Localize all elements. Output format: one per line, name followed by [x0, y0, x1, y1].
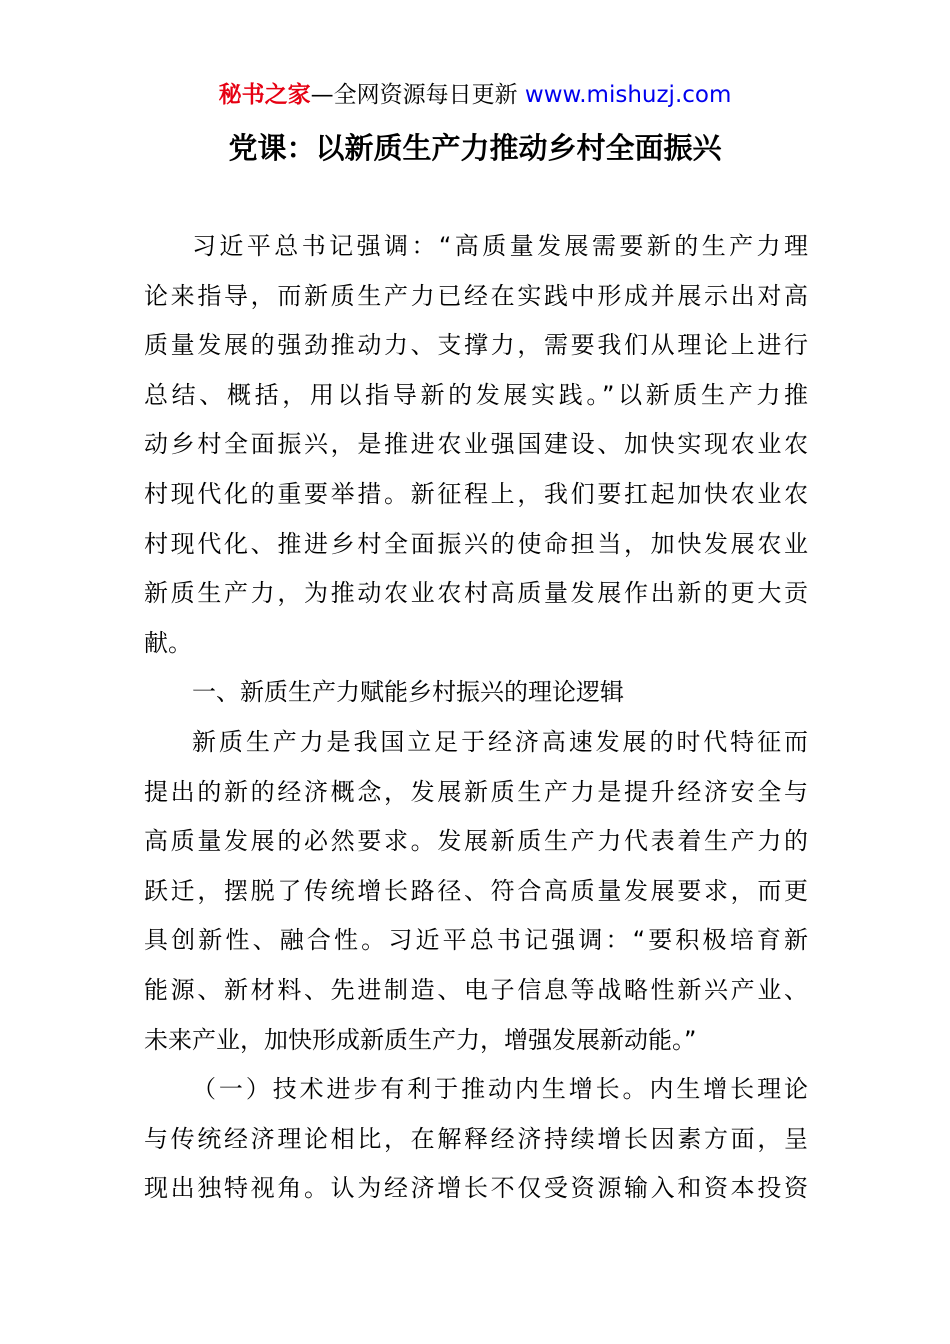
- document-body: [144, 222, 808, 1214]
- subsection-paragraph-line: （一）技术进步有利于推动内生增长。内生增长理论: [192, 1075, 808, 1104]
- paragraph-line: 总结、概括，用以指导新的发展实践。”以新质生产力推: [144, 380, 808, 409]
- site-header: [0, 78, 950, 112]
- paragraph-line: 动乡村全面振兴，是推进农业强国建设、加快实现农业农: [144, 430, 808, 459]
- paragraph-line: 能源、新材料、先进制造、电子信息等战略性新兴产业、: [144, 975, 808, 1004]
- paragraph-line: 现出独特视角。认为经济增长不仅受资源输入和资本投资: [144, 1174, 808, 1203]
- paragraph-line: 论来指导，而新质生产力已经在实践中形成并展示出对高: [144, 281, 808, 310]
- paragraph-line: 献。: [144, 628, 192, 657]
- header-tagline: —全网资源每日更新: [310, 82, 525, 108]
- paragraph-line: 质量发展的强劲推动力、支撑力，需要我们从理论上进行: [144, 331, 808, 360]
- paragraph-line: 村现代化、推进乡村全面振兴的使命担当，加快发展农业: [144, 529, 808, 558]
- document-title: 党课：以新质生产力推动乡村全面振兴: [228, 131, 722, 165]
- paragraph-line: 新质生产力，为推动农业农村高质量发展作出新的更大贡: [144, 579, 808, 608]
- section-heading: 一、新质生产力赋能乡村振兴的理论逻辑: [192, 678, 624, 707]
- paragraph-line: 习近平总书记强调：“高质量发展需要新的生产力理: [192, 232, 808, 260]
- paragraph-line: 具创新性、融合性。习近平总书记强调：“要积极培育新: [144, 926, 808, 955]
- brand-name: 秘书之家: [218, 82, 311, 108]
- paragraph-line: 新质生产力是我国立足于经济高速发展的时代特征而: [192, 727, 808, 756]
- paragraph-line: 与传统经济理论相比，在解释经济持续增长因素方面，呈: [144, 1124, 808, 1153]
- paragraph-line: 未来产业，加快形成新质生产力，增强发展新动能。”: [144, 1025, 697, 1054]
- site-url-link[interactable]: www.mishuzj.com: [524, 82, 732, 108]
- paragraph-line: 跃迁，摆脱了传统增长路径、符合高质量发展要求，而更: [144, 876, 808, 905]
- paragraph-line: 提出的新的经济概念，发展新质生产力是提升经济安全与: [144, 777, 808, 806]
- paragraph-line: 村现代化的重要举措。新征程上，我们要扛起加快农业农: [144, 479, 808, 508]
- paragraph-line: 高质量发展的必然要求。发展新质生产力代表着生产力的: [144, 827, 808, 856]
